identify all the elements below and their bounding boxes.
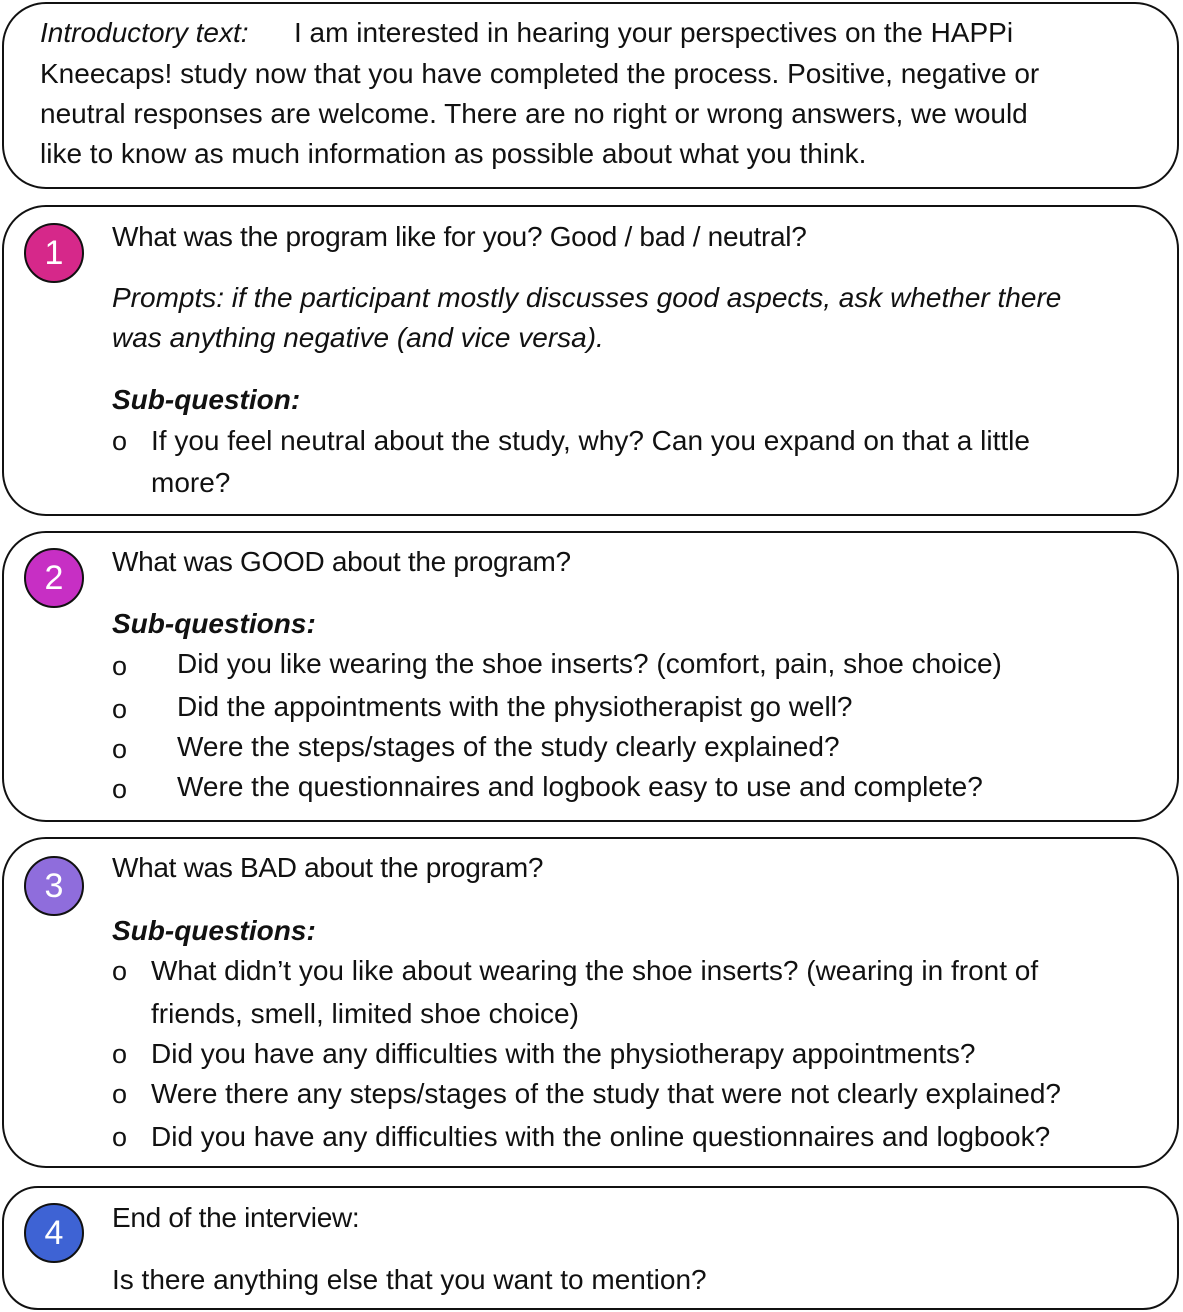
section-2-sub-label: Sub-questions: bbox=[112, 608, 316, 639]
bullet-marker: o bbox=[112, 694, 128, 724]
bullet-marker: o bbox=[112, 734, 128, 764]
section-3-item-1-line-1: What didn’t you like about wearing the shoe inserts? (wearing in front of bbox=[151, 955, 1039, 986]
section-1-question: What was the program like for you? Good / bad / neutral? bbox=[112, 221, 807, 252]
section-3-sub-label: Sub-questions: bbox=[112, 915, 316, 946]
bullet-marker: o bbox=[112, 1079, 128, 1109]
bullet-marker: o bbox=[112, 651, 128, 681]
intro-line-1: I am interested in hearing your perspectives on the HAPPi bbox=[294, 17, 1014, 48]
section-3-number-badge: 3 bbox=[24, 856, 84, 916]
intro-line-4: like to know as much information as possible about what you think. bbox=[40, 138, 867, 169]
section-1-item-1-line-2: more? bbox=[151, 467, 231, 498]
section-1-prompt-line-2: was anything negative (and vice versa). bbox=[112, 322, 604, 353]
section-4-body: Is there anything else that you want to mention? bbox=[112, 1264, 707, 1295]
intro-line-2: Kneecaps! study now that you have completed the process. Positive, negative or bbox=[40, 58, 1040, 89]
section-4-question: End of the interview: bbox=[112, 1202, 360, 1233]
section-2-item-3: Were the steps/stages of the study clearly explained? bbox=[177, 731, 840, 762]
section-3-item-3: Were there any steps/stages of the study that were not clearly explained? bbox=[151, 1078, 1061, 1109]
section-3-item-4: Did you have any difficulties with the online questionnaires and logbook? bbox=[151, 1121, 1051, 1152]
section-2-item-4: Were the questionnaires and logbook easy to use and complete? bbox=[177, 771, 983, 802]
section-2-item-1: Did you like wearing the shoe inserts? (comfort, pain, shoe choice) bbox=[177, 648, 1002, 679]
section-1-item-1-line-1: If you feel neutral about the study, why? Can you expand on that a little bbox=[151, 425, 1030, 456]
section-3-item-2: Did you have any difficulties with the physiotherapy appointments? bbox=[151, 1038, 976, 1069]
section-1-sub-label: Sub-question: bbox=[112, 384, 301, 415]
bullet-marker: o bbox=[112, 956, 128, 986]
section-2-number-badge: 2 bbox=[24, 548, 84, 608]
section-4-number-badge: 4 bbox=[24, 1203, 84, 1263]
section-3-question: What was BAD about the program? bbox=[112, 852, 544, 883]
section-1-number-badge: 1 bbox=[24, 223, 84, 283]
bullet-marker: o bbox=[112, 774, 128, 804]
section-2-question: What was GOOD about the program? bbox=[112, 546, 571, 577]
bullet-marker: o bbox=[112, 1122, 128, 1152]
intro-label: Introductory text: bbox=[40, 17, 249, 48]
section-2-item-2: Did the appointments with the physiotherapist go well? bbox=[177, 691, 853, 722]
intro-line-3: neutral responses are welcome. There are no right or wrong answers, we would bbox=[40, 98, 1028, 129]
section-1-prompt-line-1: Prompts: if the participant mostly discusses good aspects, ask whether there bbox=[112, 282, 1062, 313]
bullet-marker: o bbox=[112, 426, 128, 456]
section-3-item-1-line-2: friends, smell, limited shoe choice) bbox=[151, 998, 579, 1029]
bullet-marker: o bbox=[112, 1039, 128, 1069]
